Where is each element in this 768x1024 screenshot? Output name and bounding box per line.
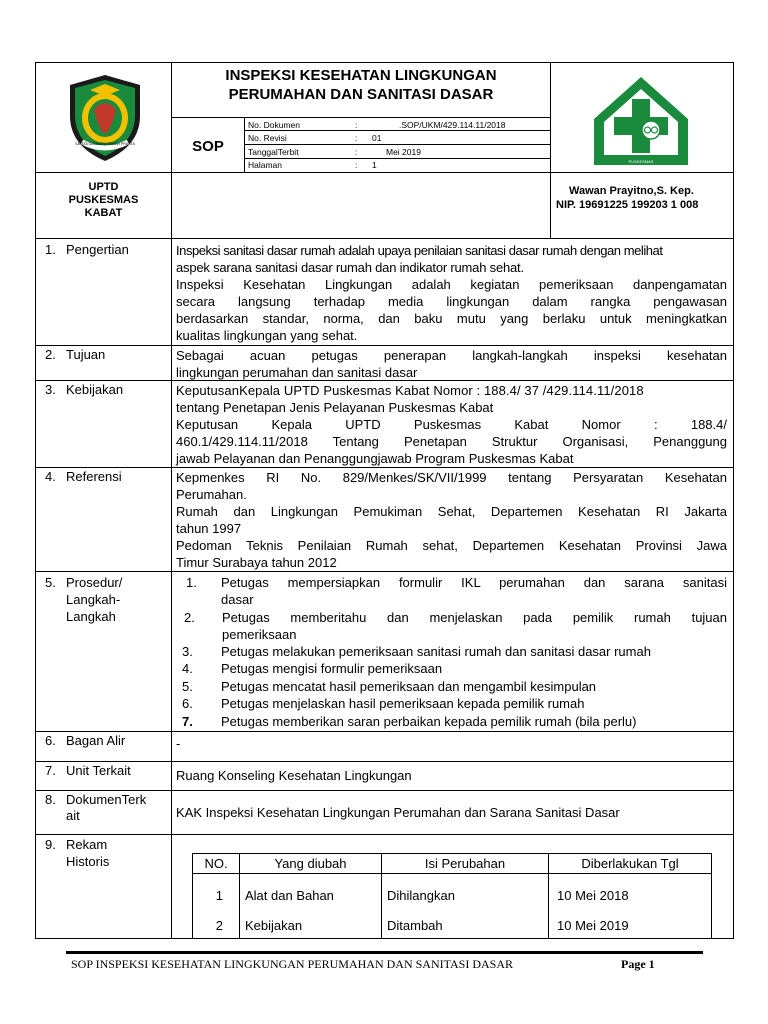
section-number: 8. — [45, 792, 56, 807]
regency-logo-motto: SATATA GAMBARA DIBUAH PRASTA — [75, 142, 135, 146]
signer-nip: NIP. 19691225 199203 1 008 — [556, 199, 699, 211]
text-line: Kepmenkes RI No. 829/Menkes/SK/VII/1999 tentang Persyaratan Kesehatan — [176, 470, 727, 485]
text-line: Rumah dan Lingkungan Pemukiman Sehat, Departemen Kesehatan RI Jakarta — [176, 504, 727, 519]
section-label: Bagan Alir — [66, 733, 126, 748]
history-row-date: 10 Mei 2018 — [557, 888, 629, 903]
footer-page: Page 1 — [621, 957, 655, 971]
doc-info-value: .SOP/UKM/429.114.11/2018 — [399, 120, 506, 130]
section-label: Tujuan — [66, 347, 106, 362]
regency-logo — [64, 72, 146, 164]
puskesmas-logo-label: PUSKESMAS — [628, 159, 654, 164]
text-line: tentang Penetapan Jenis Pelayanan Puskesmas Kabat — [176, 400, 494, 415]
referensi-text — [176, 469, 727, 571]
history-header-no: NO. — [204, 856, 228, 871]
step-text: Petugas mengisi formulir pemeriksaan — [221, 661, 443, 676]
bagan-alir-value: - — [176, 736, 181, 751]
unit-terkait-value: Ruang Konseling Kesehatan Lingkungan — [176, 768, 412, 783]
section-number: 2. — [45, 347, 56, 362]
history-row-change: Ditambah — [387, 918, 443, 933]
step-number: 3. — [182, 644, 193, 659]
doc-info-value: 1 — [372, 160, 377, 170]
history-row-item: Alat dan Bahan — [245, 888, 334, 903]
text-line: kualitas lingkungan yang sehat. — [176, 328, 358, 343]
document-title-line2: PERUMAHAN DAN SANITASI DASAR — [228, 86, 494, 103]
dokumen-terkait-value: KAK Inspeksi Kesehatan Lingkungan Perumahan dan Sarana Sanitasi Dasar — [176, 805, 620, 820]
history-row-date: 10 Mei 2019 — [557, 918, 629, 933]
text-line: Timur Surabaya tahun 2012 — [176, 555, 337, 570]
text-line: Keputusan Kepala UPTD Puskesmas Kabat Nomor : 188.4/ — [176, 417, 727, 432]
history-header-date: Diberlakukan Tgl — [581, 856, 679, 871]
puskesmas-logo — [590, 73, 692, 169]
text-line: Inspeksi Kesehatan Lingkungan adalah kegiatan pemeriksaan danpengamatan — [176, 277, 727, 292]
section-label: Langkah — [66, 609, 116, 624]
text-line: berdasarkan standar, norma, dan baku mutu yang berlaku untuk meningkatkan — [176, 311, 727, 326]
section-number: 4. — [45, 469, 56, 484]
section-label: ait — [66, 808, 80, 823]
document-title-line1: INSPEKSI KESEHATAN LINGKUNGAN — [225, 67, 497, 84]
step-text: Petugas melakukan pemeriksaan sanitasi rumah dan sanitasi dasar rumah — [221, 644, 651, 659]
footer-title: SOP INSPEKSI KESEHATAN LINGKUNGAN PERUMAHAN DAN SANITASI DASAR — [71, 957, 513, 971]
text-line: aspek sarana sanitasi dasar rumah dan indikator rumah sehat. — [176, 260, 524, 275]
section-label: Kebijakan — [66, 382, 124, 397]
sop-label: SOP — [192, 138, 224, 155]
section-number: 3. — [45, 382, 56, 397]
text-line: secara langsung terhadap media lingkungan dalam rangka pengawasan — [176, 294, 727, 309]
text-line: KeputusanKepala UPTD Puskesmas Kabat Nomor : 188.4/ 37 /429.114.11/2018 — [176, 383, 644, 398]
history-row-no: 1 — [215, 888, 223, 903]
step-text: Petugas memberikan saran perbaikan kepada pemilik rumah (bila perlu) — [221, 714, 637, 729]
doc-info-label: TanggalTerbit — [248, 147, 299, 157]
section-label: Rekam — [66, 837, 108, 852]
kebijakan-text — [176, 382, 727, 467]
history-header-change: Isi Perubahan — [424, 856, 506, 871]
history-header-item: Yang diubah — [274, 856, 347, 871]
organization-line1: UPTD — [88, 181, 119, 193]
footer-rule — [66, 951, 703, 954]
text-line: jawab Pelayanan dan Penanggungjawab Program Puskesmas Kabat — [176, 451, 574, 466]
text-line: Inspeksi sanitasi dasar rumah adalah upaya penilaian sanitasi dasar rumah dengan melihat — [176, 243, 663, 258]
doc-info-sep: : — [355, 120, 358, 130]
section-label: Historis — [66, 854, 110, 869]
section-label: Langkah- — [66, 592, 121, 607]
step-number: 5. — [182, 679, 193, 694]
section-label: Pengertian — [66, 242, 129, 257]
section-number: 7. — [45, 763, 56, 778]
section-label: DokumenTerk — [66, 792, 147, 807]
doc-info-value: Mei 2019 — [386, 147, 421, 157]
organization-line3: KABAT — [84, 207, 123, 219]
doc-info-sep: : — [355, 160, 358, 170]
doc-info-label: No. Revisi — [248, 133, 287, 143]
signer-name: Wawan Prayitno,S. Kep. — [569, 185, 694, 197]
doc-info-value: 01 — [372, 133, 382, 143]
history-row-change: Dihilangkan — [387, 888, 455, 903]
tujuan-text — [176, 347, 727, 381]
document-title — [172, 66, 550, 104]
text-line: Perumahan. — [176, 487, 247, 502]
step-text: pemeriksaan — [222, 627, 297, 642]
text-line: Pedoman Teknis Penilaian Rumah sehat, Departemen Kesehatan Provinsi Jawa — [176, 538, 727, 553]
doc-info-sep: : — [355, 147, 358, 157]
section-number: 1. — [45, 242, 56, 257]
section-label: Referensi — [66, 469, 122, 484]
history-row-no: 2 — [215, 918, 223, 933]
step-text: Petugas memberitahu dan menjelaskan pada pemilik rumah tujuan — [222, 610, 727, 625]
step-text: Petugas menjelaskan hasil pemeriksaan kepada pemilik rumah — [221, 696, 585, 711]
step-text: Petugas mencatat hasil pemeriksaan dan mengambil kesimpulan — [221, 679, 597, 694]
doc-info-label: Halaman — [248, 160, 283, 170]
step-text: Petugas mempersiapkan formulir IKL perumahan dan sarana sanitasi — [221, 575, 727, 590]
organization-line2: PUSKESMAS — [68, 194, 139, 206]
step-number: 1. — [186, 575, 197, 590]
step-number: 2. — [184, 610, 195, 625]
organization-name — [36, 181, 171, 220]
section-label: Prosedur/ — [66, 575, 123, 590]
step-text: dasar — [221, 592, 254, 607]
text-line: 460.1/429.114.11/2018 Tentang Penetapan Struktur Organisasi, Penanggung — [176, 434, 727, 449]
section-number: 6. — [45, 733, 56, 748]
pengertian-text — [176, 242, 727, 344]
doc-info-label: No. Dokumen — [248, 120, 300, 130]
history-row-item: Kebijakan — [245, 918, 303, 933]
text-line: lingkungan perumahan dan sanitasi dasar — [176, 365, 418, 380]
section-number: 9. — [45, 837, 56, 852]
doc-info-sep: : — [355, 133, 358, 143]
section-label: Unit Terkait — [66, 763, 131, 778]
step-number: 6. — [182, 696, 193, 711]
text-line: tahun 1997 — [176, 521, 242, 536]
section-number: 5. — [45, 575, 56, 590]
text-line: Sebagai acuan petugas penerapan langkah-langkah inspeksi kesehatan — [176, 348, 727, 363]
step-number: 4. — [182, 661, 193, 676]
step-number: 7. — [182, 714, 193, 729]
